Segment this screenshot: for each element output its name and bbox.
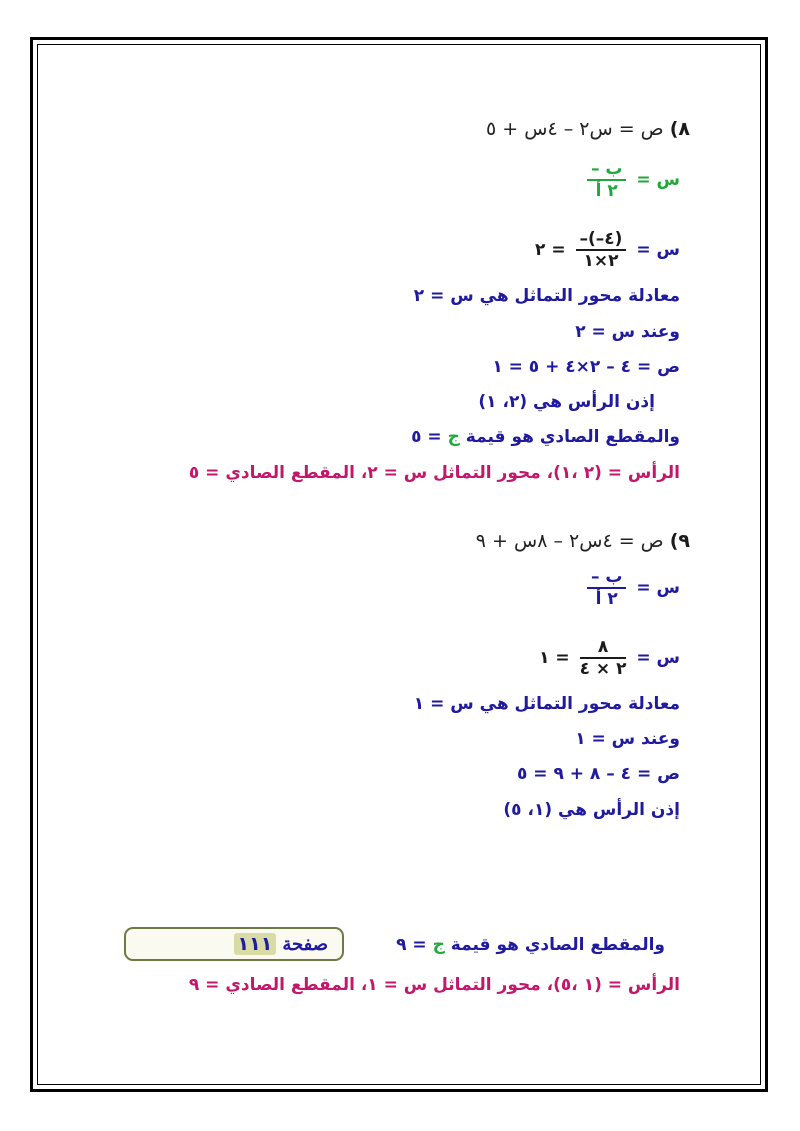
problem-9-intercept: [396, 935, 665, 955]
problem-8-intercept: [411, 427, 680, 447]
calc-denominator: ٢×١: [583, 251, 619, 271]
problem-8-vertex-formula: [583, 160, 680, 200]
calc-lhs: س =: [636, 240, 680, 260]
formula-fraction: [587, 160, 627, 200]
problem-9-when: وعند س = ١: [575, 729, 680, 749]
problem-8-when: وعند س = ٢: [575, 322, 680, 342]
formula-lhs: س =: [636, 578, 680, 598]
intercept-variable: ج: [432, 935, 445, 955]
calc-numerator: ٨: [580, 638, 627, 659]
formula-denominator: ٢ أ: [595, 589, 618, 609]
formula-numerator: – ب: [587, 160, 627, 181]
formula-lhs: س =: [636, 170, 680, 190]
problem-8-number: ٨): [669, 118, 690, 140]
problem-9-axis: معادلة محور التماثل هي س = ١: [413, 694, 680, 714]
calc-result: = ١: [539, 648, 570, 668]
calc-lhs: س =: [636, 648, 680, 668]
problem-9-x-calc: [539, 638, 680, 678]
problem-9-equation: ص = ٤س٢ – ٨س + ٩: [475, 530, 664, 552]
problem-8-vertex: إذن الرأس هي (٢، ١): [478, 392, 655, 412]
calc-denominator: ٢ × ٤: [579, 659, 627, 679]
calc-result: = ٢: [535, 240, 566, 260]
intercept-text: والمقطع الصادي هو قيمة: [450, 935, 665, 955]
problem-8-x-calc: [535, 230, 680, 270]
page-number-badge: [124, 927, 344, 961]
problem-9-equation-line: [476, 530, 690, 552]
calc-fraction: [580, 638, 627, 678]
formula-numerator: – ب: [587, 568, 627, 589]
page-number: ١١١: [234, 933, 277, 955]
problem-9-y-calc: ص = ٤ – ٨ + ٩ = ٥: [516, 764, 680, 784]
formula-denominator: ٢ أ: [595, 181, 618, 201]
page-word: صفحة: [282, 933, 328, 955]
problem-8-y-calc: ص = ٤ – ٢×٤ + ٥ = ١: [492, 357, 680, 377]
problem-8-equation-line: [486, 118, 690, 140]
calc-fraction: [576, 230, 627, 270]
intercept-value: = ٩: [396, 935, 427, 955]
problem-9-summary: الرأس = (١ ،٥)، محور التماثل س = ١، المقطع الصادي = ٩: [188, 975, 680, 995]
problem-9-vertex-formula: [583, 568, 680, 608]
formula-fraction: [587, 568, 627, 608]
problem-9-number: ٩): [669, 530, 690, 552]
problem-8-equation: ص = س٢ – ٤س + ٥: [486, 118, 664, 140]
problem-9-vertex: إذن الرأس هي (١، ٥): [503, 800, 680, 820]
calc-numerator: –(–٤): [576, 230, 627, 251]
intercept-value: = ٥: [411, 427, 442, 447]
intercept-text: والمقطع الصادي هو قيمة: [465, 427, 680, 447]
problem-8-summary: الرأس = (٢ ،١)، محور التماثل س = ٢، المقطع الصادي = ٥: [188, 463, 680, 483]
problem-8-axis: معادلة محور التماثل هي س = ٢: [413, 286, 680, 306]
intercept-variable: ج: [447, 427, 460, 447]
